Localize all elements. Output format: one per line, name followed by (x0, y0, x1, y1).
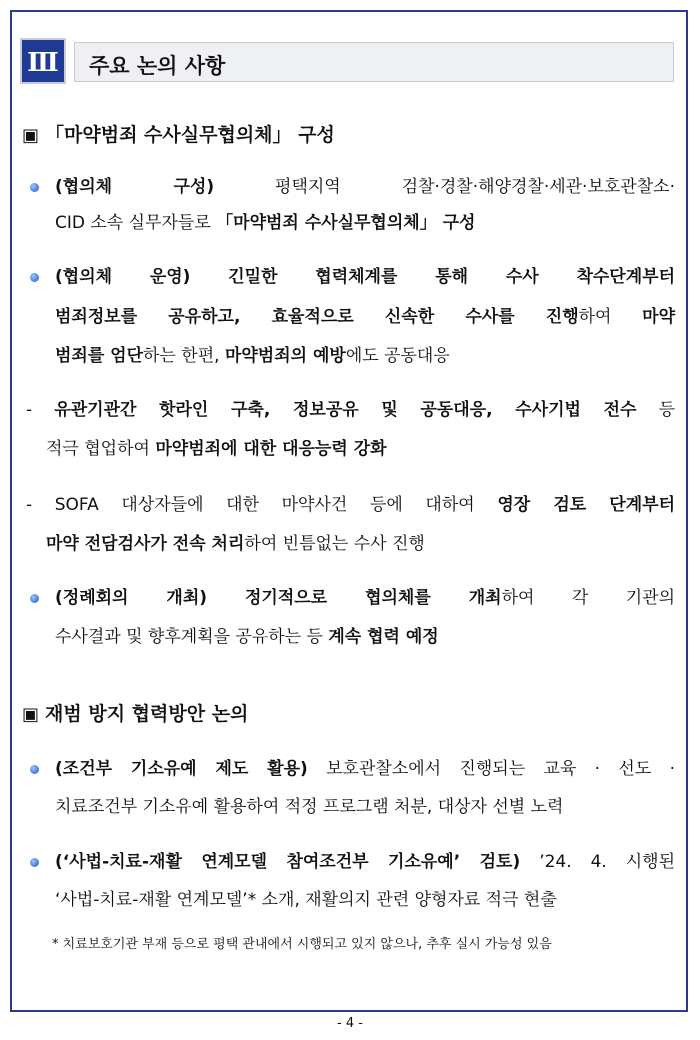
paragraph-line: (협의체 구성) 평택지역 검찰·경찰·해양경찰·세관·보호관찰소· (55, 177, 675, 197)
paragraph-line: 범죄정보를 공유하고, 효율적으로 신속한 수사를 진행하여 마약 (55, 307, 675, 327)
paragraph-line: 수사결과 및 향후계획을 공유하는 등 계속 협력 예정 (55, 627, 439, 647)
bullet-icon (30, 183, 39, 192)
paragraph-line: 적극 협업하여 마약범죄에 대한 대응능력 강화 (46, 439, 387, 459)
bullet-icon (30, 765, 39, 774)
paragraph-line: CID 소속 실무자들로 「마약범죄 수사실무협의체」 구성 (55, 213, 476, 233)
bullet-icon (30, 273, 39, 282)
paragraph-line: 치료조건부 기소유예 활용하여 적정 프로그램 처분, 대상자 선별 노력 (55, 797, 564, 817)
paragraph-line: (조건부 기소유예 제도 활용) 보호관찰소에서 진행되는 교육 · 선도 · (55, 759, 676, 779)
paragraph-line: (‘사법-치료-재활 연계모델 참여조건부 기소유예’ 검토) ’24. 4. 시행된 (55, 852, 675, 872)
square-box-icon: ▣ (22, 125, 40, 146)
bullet-icon (30, 594, 39, 603)
paragraph-line: (정례회의 개최) 정기적으로 협의체를 개최하여 각 기관의 (55, 588, 676, 608)
bullet-icon (30, 858, 39, 867)
paragraph-line: 마약 전담검사가 전속 처리하여 빈틈없는 수사 진행 (46, 534, 425, 554)
paragraph-line: - SOFA 대상자들에 대한 마약사건 등에 대하여 영장 검토 단계부터 (26, 495, 675, 515)
section-number-badge: Ⅲ (20, 38, 66, 84)
paragraph-line: - 유관기관간 핫라인 구축, 정보공유 및 공동대응, 수사기법 전수 등 (26, 400, 675, 420)
section-title-box (74, 42, 674, 82)
paragraph-line: 범죄를 엄단하는 한편, 마약범죄의 예방에도 공동대응 (55, 346, 450, 366)
subsection-heading-1: ▣ 「마약범죄 수사실무협의체」 구성 (22, 124, 335, 146)
paragraph-line: (협의체 운영) 긴밀한 협력체계를 통해 수사 착수단계부터 (55, 267, 675, 287)
square-box-icon: ▣ (22, 704, 40, 725)
paragraph-line: ‘사법-치료-재활 연계모델’* 소개, 재활의지 관련 양형자료 적극 현출 (55, 890, 557, 910)
page-number: - 4 - (337, 1016, 363, 1031)
subsection-heading-2: ▣ 재범 방지 협력방안 논의 (22, 703, 249, 725)
section-title: 주요 논의 사항 (89, 54, 226, 78)
footnote: * 치료보호기관 부재 등으로 평택 관내에서 시행되고 있지 않으나, 추후 실시 가능성 있음 (52, 937, 552, 952)
section-header (20, 38, 676, 84)
